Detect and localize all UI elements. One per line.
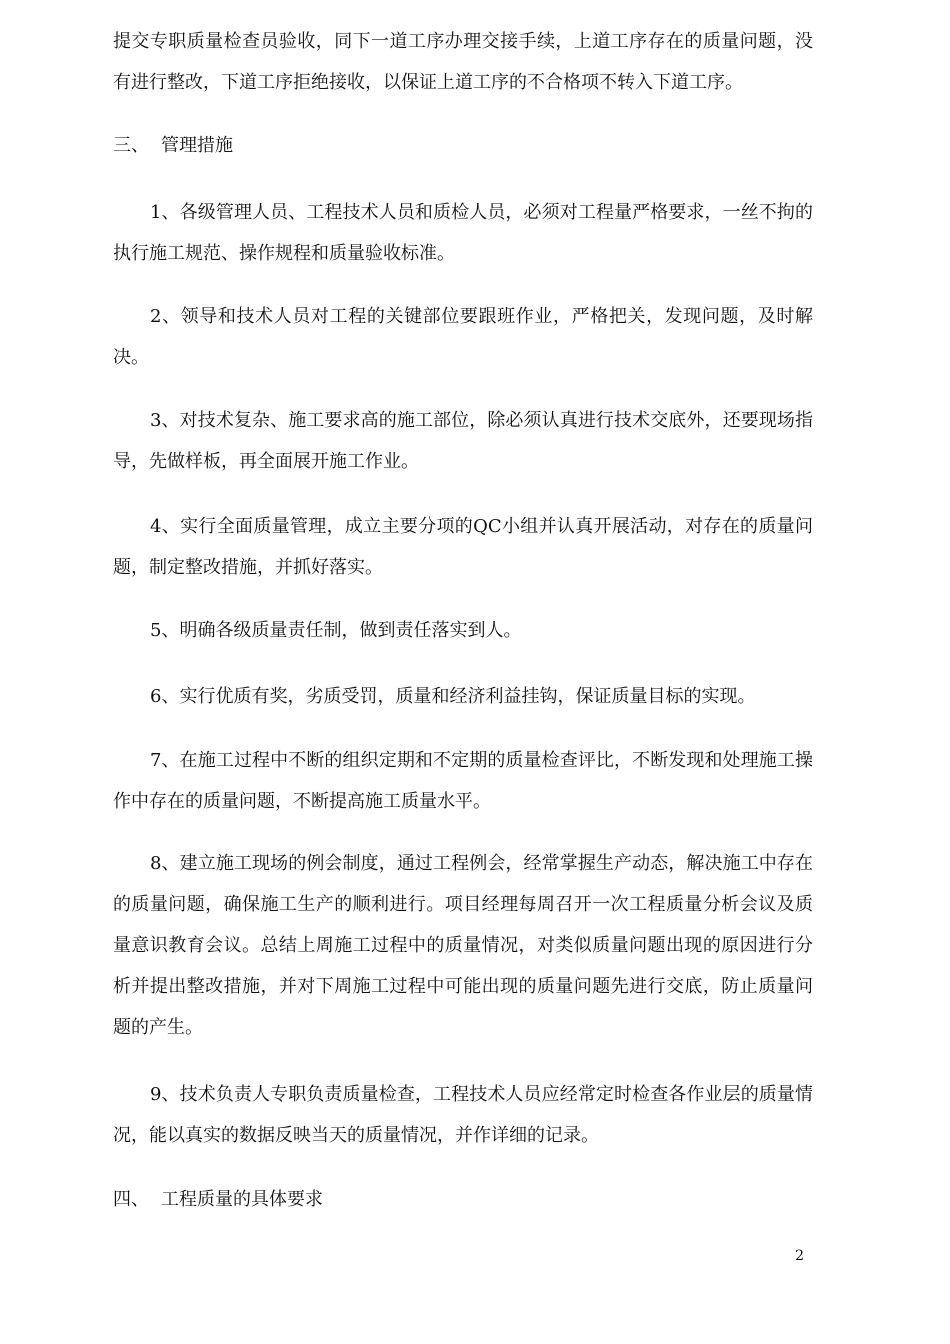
list-item: 2、领导和技术人员对工程的关键部位要跟班作业，严格把关，发现问题，及时解决。 <box>113 306 813 368</box>
list-item: 5、明确各级质量责任制，做到责任落实到人。 <box>150 620 522 641</box>
section-title: 工程质量的具体要求 <box>161 1189 323 1210</box>
section-number: 四、 <box>113 1189 149 1210</box>
list-item: 8、建立施工现场的例会制度，通过工程例会，经常掌握生产动态，解决施工中存在的质量问题，确保施工生产的顺利进行。项目经理每周召开一次工程质量分析会议及质量意识教育会议。总结上周施工过程中的质量情况，对类似质量问题出现的原因进行分析并提出整改措施，并对下周施工过程中可能出现的质量问题先进行交底，防止质量问题的产生。 <box>113 853 813 1038</box>
continuation-paragraph: 提交专职质量检查员验收，同下一道工序办理交接手续，上道工序存在的质量问题，没有进行整改，下道工序拒绝接收，以保证上道工序的不合格项不转入下道工序。 <box>113 31 813 93</box>
page-number: 2 <box>795 1248 804 1264</box>
list-item: 3、对技术复杂、施工要求高的施工部位，除必须认真进行技术交底外，还要现场指导，先做样板，再全面展开施工作业。 <box>113 410 813 472</box>
section-heading-4 <box>113 1179 813 1220</box>
list-item: 9、技术负责人专职负责质量检查，工程技术人员应经常定时检查各作业层的质量情况，能以真实的数据反映当天的质量情况，并作详细的记录。 <box>113 1084 813 1146</box>
list-item: 4、实行全面质量管理，成立主要分项的QC小组并认真开展活动，对存在的质量问题，制定整改措施，并抓好落实。 <box>113 516 813 578</box>
list-item: 7、在施工过程中不断的组织定期和不定期的质量检查评比，不断发现和处理施工操作中存在的质量问题，不断提高施工质量水平。 <box>113 750 813 812</box>
section-heading-3 <box>113 125 813 166</box>
section-number: 三、 <box>113 135 149 156</box>
section-title: 管理措施 <box>161 135 233 156</box>
list-item: 1、各级管理人员、工程技术人员和质检人员，必须对工程量严格要求，一丝不拘的执行施工规范、操作规程和质量验收标准。 <box>113 202 813 264</box>
list-item: 6、实行优质有奖，劣质受罚，质量和经济利益挂钩，保证质量目标的实现。 <box>150 686 756 707</box>
